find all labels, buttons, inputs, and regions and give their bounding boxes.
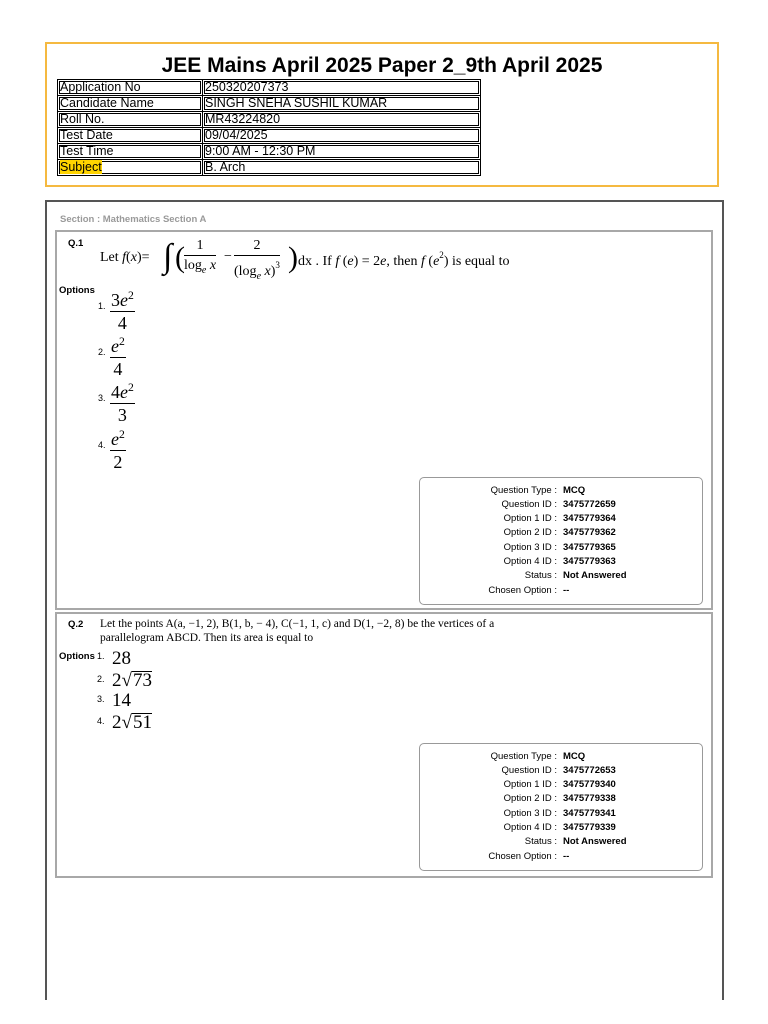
meta-key: Question ID : [501,765,557,776]
meta-value: 3475779365 [563,542,616,553]
options-label: Options [59,285,95,296]
meta-key: Question ID : [501,499,557,510]
info-key: Test Time [58,144,203,160]
option-number: 2. [97,674,105,684]
meta-value: 3475779338 [563,793,616,804]
meta-value: 3475779340 [563,779,616,790]
info-value: 9:00 AM - 12:30 PM [203,144,481,160]
radicand: 51 [132,712,152,733]
table-row [58,96,481,112]
candidate-info-table [57,79,481,176]
option-number: 3. [98,393,106,403]
info-key: Test Date [58,128,203,144]
question-2-meta [419,743,703,871]
table-row [58,80,481,96]
option-2[interactable]: $\frac{e^2}{4}$ [110,331,126,380]
info-value: B. Arch [203,160,481,176]
meta-key: Option 3 ID : [503,808,557,819]
option-number: 1. [97,651,105,661]
table-row [58,160,481,176]
paper-title: JEE Mains April 2025 Paper 2_9th April 2025 [161,54,603,77]
question-2-line-2: parallelogram ABCD. Then its area is equal to [100,632,314,644]
section-title: Section : Mathematics Section A [60,214,207,225]
option-number: 4. [97,716,105,726]
meta-value: -- [563,851,570,862]
meta-key: Status : [524,570,557,581]
table-row [58,128,481,144]
meta-value: 3475779363 [563,556,616,567]
radicand: 73 [132,670,152,691]
meta-key: Option 2 ID : [503,793,557,804]
meta-key: Question Type : [490,485,557,496]
meta-key: Status : [524,836,557,847]
meta-key: Question Type : [490,751,557,762]
meta-value: Not Answered [563,570,627,581]
question-1-meta [419,477,703,605]
subject-highlight: Subject [60,160,102,174]
option-number: 2. [98,347,106,357]
meta-value: 3475779364 [563,513,616,524]
meta-key: Option 4 ID : [503,556,557,567]
meta-value: -- [563,585,570,596]
meta-value: 3475779339 [563,822,616,833]
meta-key: Option 4 ID : [503,822,557,833]
meta-value: MCQ [563,485,586,496]
candidate-header [45,42,719,187]
meta-key: Chosen Option : [488,585,557,596]
option-4[interactable]: 2√51 [112,712,152,733]
question-1-statement: Let f(x)= ∫ ( $\frac{1}{\log_e x}$ − $\frac{2}{(\log_e x)^3}$ ) dx . If f (e) = 2e, then f $(e^2)$ is equal to [100,238,510,282]
question-2-line-1: Let the points A(a, −1, 2), B(1, b, − 4), C(−1, 1, c) and D(1, −2, 8) be the vertices of a [100,618,495,630]
info-value: MR43224820 [203,112,481,128]
option-2[interactable]: 2√73 [112,670,152,691]
info-key: Candidate Name [58,96,203,112]
meta-value: MCQ [563,751,586,762]
meta-value: 3475779362 [563,527,616,538]
option-3[interactable]: $\frac{4e^2}{3}$ [110,377,135,426]
radical-icon: √ [121,670,132,691]
option-number: 4. [98,440,106,450]
radical-icon: √ [121,712,132,733]
question-number: Q.2 [68,619,84,630]
question-number: Q.1 [68,238,84,249]
option-4[interactable]: $\frac{e^2}{2}$ [110,424,126,473]
meta-value: 3475772659 [563,499,616,510]
meta-key: Option 1 ID : [503,779,557,790]
info-value: SINGH SNEHA SUSHIL KUMAR [203,96,481,112]
option-1[interactable]: 28 [112,648,131,669]
info-value: 250320207373 [203,80,481,96]
table-row [58,144,481,160]
meta-key: Chosen Option : [488,851,557,862]
option-number: 1. [98,301,106,311]
info-key [58,160,203,176]
meta-key: Option 3 ID : [503,542,557,553]
table-row [58,112,481,128]
options-label: Options [59,651,95,662]
info-value: 09/04/2025 [203,128,481,144]
meta-key: Option 2 ID : [503,527,557,538]
meta-value: 3475779341 [563,808,616,819]
meta-value: Not Answered [563,836,627,847]
option-number: 3. [97,694,105,704]
option-1[interactable]: $\frac{3e^2}{4}$ [110,285,135,334]
info-key: Application No [58,80,203,96]
option-3[interactable]: 14 [112,690,131,711]
info-key: Roll No. [58,112,203,128]
meta-key: Option 1 ID : [503,513,557,524]
meta-value: 3475772653 [563,765,616,776]
